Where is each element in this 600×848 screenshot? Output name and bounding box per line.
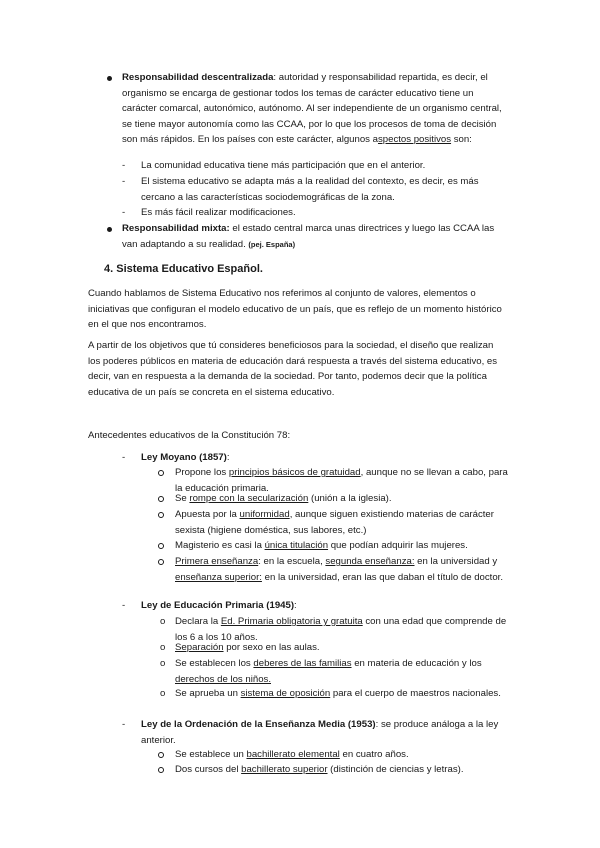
moyano-item-secularizacion: Se rompe con la secularización (unión a la iglesia).	[175, 493, 392, 504]
moyano-item-uniformidad: Apuesta por la uniformidad, aunque siguen existiendo materias de carácter sexista (higiene doméstica, sus labores, etc.)	[175, 509, 494, 536]
item-title: Responsabilidad descentralizada	[122, 72, 274, 83]
subitem-adaptacion: El sistema educativo se adapta más a la realidad del contexto, es decir, es más cercano a las características sociodemográficas de la zona.	[141, 176, 479, 203]
primaria-item-obligatoria: Declara la Ed. Primaria obligatoria y gratuita con una edad que comprende de los 6 a los 10 años.	[175, 616, 507, 643]
example-note: (pej. España)	[248, 239, 296, 249]
circle-marker	[158, 496, 164, 502]
primaria-item-separacion: Separación por sexo en las aulas.	[175, 642, 320, 653]
bullet-marker	[107, 227, 112, 232]
item-text: : autoridad y responsabilidad repartida, es decir, el organismo se encarga de gestionar todos los temas de carácter educativo tiene un carácter comarcal, autonómico, autónomo. Al ser independiente de un organismo central, se tiene mayor autonomía como las CCAA, por lo que los procesos de toma de decisión son más rápidos. En los países con este carácter, algunos a	[122, 72, 502, 146]
item-text-end: son:	[451, 134, 472, 146]
bullet-marker	[107, 76, 112, 81]
media-item-elemental: Se establece un bachillerato elemental en cuatro años.	[175, 749, 409, 760]
aspectos-positivos-link: spectos positivos	[377, 134, 452, 146]
o-marker: o	[160, 642, 166, 653]
item-text: el estado central marca unas directrices y luego las CCAA las van adaptando a su realidad.	[122, 223, 495, 250]
circle-marker	[158, 512, 164, 518]
law-moyano-title: Ley Moyano (1857):	[141, 452, 230, 463]
subitem-modificaciones: Es más fácil realizar modificaciones.	[141, 207, 296, 218]
dash-marker: -	[122, 160, 126, 171]
law-media-title: Ley de la Ordenación de la Enseñanza Media (1953): se produce análoga a la ley anterior.	[141, 719, 499, 746]
dash-marker: -	[122, 719, 126, 730]
dash-marker: -	[122, 207, 126, 218]
section-heading: 4. Sistema Educativo Español.	[104, 263, 263, 275]
circle-marker	[158, 752, 164, 758]
media-item-superior: Dos cursos del bachillerato superior (distinción de ciencias y letras).	[175, 764, 464, 775]
primaria-item-oposicion: Se aprueba un sistema de oposición para el cuerpo de maestros nacionales.	[175, 688, 501, 699]
subitem-participacion: La comunidad educativa tiene más participación que en el anterior.	[141, 160, 426, 171]
circle-marker	[158, 470, 164, 476]
moyano-item-ensenanzas: Primera enseñanza: en la escuela, segunda enseñanza: en la universidad y enseñanza superior: en la universidad, eran las que daban el título de doctor.	[175, 556, 504, 583]
circle-marker	[158, 559, 164, 565]
moyano-item-gratuidad: Propone los principios básicos de gratuidad, aunque no se llevan a cabo, para la educación primaria.	[175, 467, 508, 494]
law-primaria-title: Ley de Educación Primaria (1945):	[141, 600, 297, 611]
circle-marker	[158, 543, 164, 549]
item-title: Responsabilidad mixta:	[122, 223, 230, 234]
antecedentes-label: Antecedentes educativos de la Constitución 78:	[88, 430, 291, 441]
circle-marker	[158, 767, 164, 773]
o-marker: o	[160, 658, 166, 669]
dash-marker: -	[122, 600, 126, 611]
moyano-item-magisterio: Magisterio es casi la única titulación que podían adquirir las mujeres.	[175, 540, 468, 551]
dash-marker: -	[122, 452, 126, 463]
dash-marker: -	[122, 176, 126, 187]
o-marker: o	[160, 616, 166, 627]
paragraph-definicion: Cuando hablamos de Sistema Educativo nos referimos al conjunto de valores, elementos o iniciativas que configuran el modelo educativo de un país, que es reflejo de un momento histórico en el que nos encontramos.	[88, 288, 502, 331]
bullet-responsabilidad-mixta	[122, 221, 507, 252]
o-marker: o	[160, 688, 166, 699]
bullet-responsabilidad-descentralizada	[122, 70, 507, 148]
primaria-item-deberes: Se establecen los deberes de las familias en materia de educación y los derechos de los niños.	[175, 658, 482, 685]
paragraph-objetivos: A partir de los objetivos que tú consideres beneficiosos para la sociedad, el diseño que realizan los poderes públicos en materia de educación dará respuesta a través del sistema educativo, es decir, van en respuesta a la demanda de la sociedad. Por tanto, podemos decir que la política educativa de un país se concreta en el sistema educativo.	[88, 340, 498, 398]
